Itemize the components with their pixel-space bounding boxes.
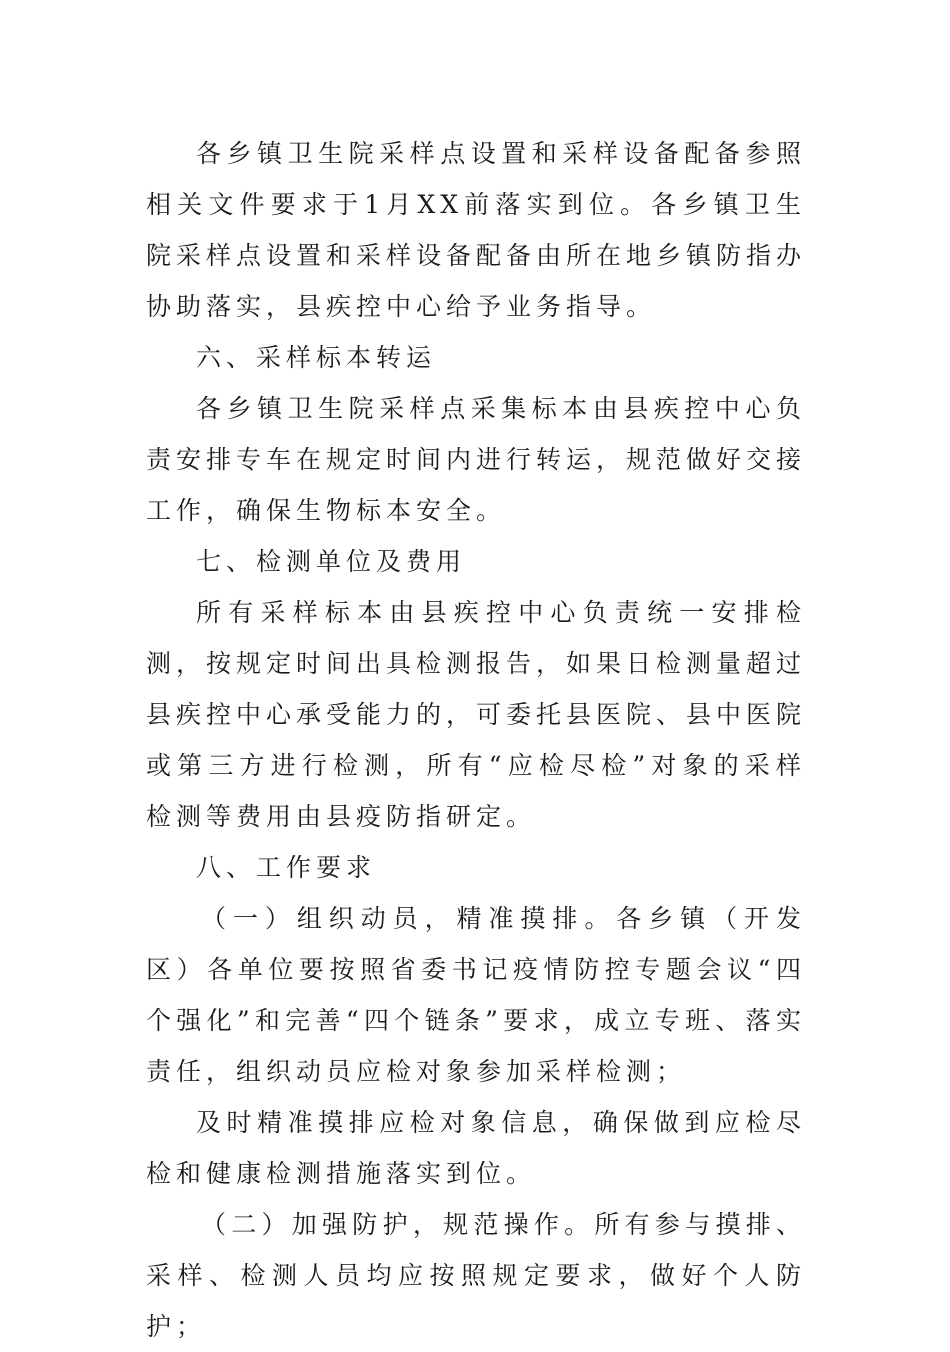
paragraph-requirement-1-cont: 及时精准摸排应检对象信息，确保做到应检尽检和健康检测措施落实到位。 — [146, 1108, 806, 1188]
paragraph-sampling-setup: 各乡镇卫生院采样点设置和采样设备配备参照相关文件要求于1月XX前落实到位。各乡镇卫生院采样点设置和采样设备配备由所在地乡镇防指办协助落实，县疾控中心给予业务指导。 — [146, 139, 807, 321]
paragraph-testing-costs: 所有采样标本由县疾控中心负责统一安排检测，按规定时间出具检测报告，如果日检测量超过县疾控中心承受能力的，可委托县医院、县中医院或第三方进行检测，所有“应检尽检”对象的采样检测等费用由县疫防指研定。 — [146, 598, 807, 831]
paragraph-requirement-1: （一）组织动员，精准摸排。各乡镇（开发区）各单位要按照省委书记疫情防控专题会议“四个强化”和完善“四个链条”要求，成立专班、落实责任，组织动员应检对象参加采样检测； — [146, 904, 806, 1086]
section-heading-7: 七、检测单位及费用 — [196, 547, 467, 576]
document-body — [146, 128, 806, 1352]
section-heading-6: 六、采样标本转运 — [196, 343, 437, 372]
section-heading-8: 八、工作要求 — [196, 853, 377, 882]
paragraph-requirement-2: （二）加强防护，规范操作。所有参与摸排、采样、检测人员均应按照规定要求，做好个人防护； — [146, 1210, 806, 1341]
paragraph-specimen-transport: 各乡镇卫生院采样点采集标本由县疾控中心负责安排专车在规定时间内进行转运，规范做好交接工作，确保生物标本安全。 — [146, 394, 807, 525]
